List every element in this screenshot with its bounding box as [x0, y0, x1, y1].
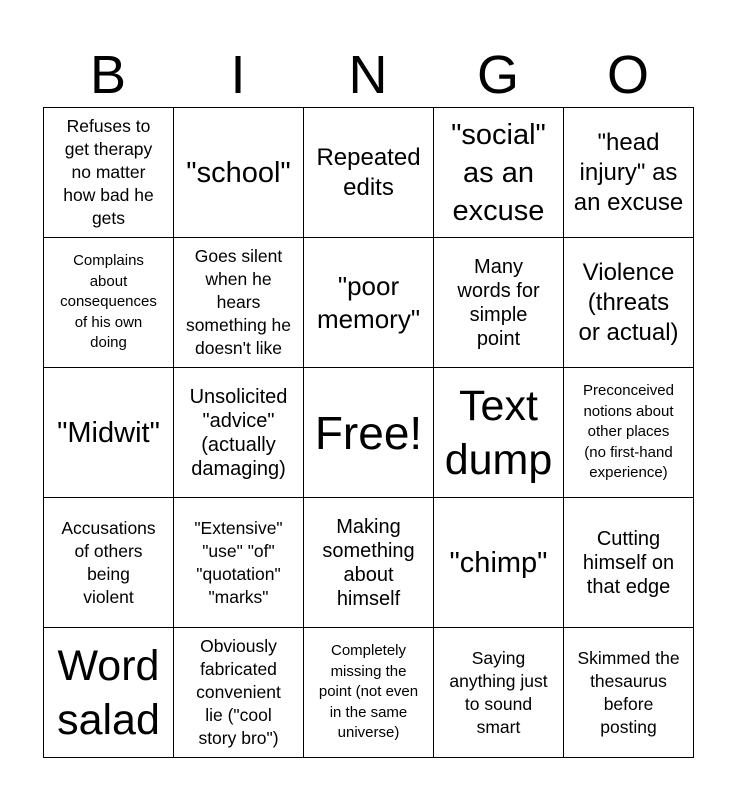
bingo-cell-text: Accusations of others being violent	[61, 517, 156, 607]
bingo-cell-text: Text dump	[444, 381, 553, 484]
bingo-cell[interactable]	[434, 108, 564, 238]
bingo-cell[interactable]	[44, 238, 174, 368]
bingo-cell-text: Cutting himself on that edge	[582, 527, 675, 598]
bingo-cell-text: Goes silent when he hears something he doesn't like	[185, 246, 292, 358]
bingo-cell-text: Making something about himself	[322, 515, 415, 610]
bingo-cell[interactable]	[44, 628, 174, 758]
bingo-cell[interactable]	[174, 238, 304, 368]
bingo-cell-text: "Extensive" "use" "of" "quotation" "marks"	[194, 517, 283, 607]
bingo-cell-text: Preconceived notions about other places (no first-hand experience)	[583, 382, 674, 482]
free-space-text: Free!	[314, 406, 423, 459]
bingo-cell[interactable]	[174, 108, 304, 238]
bingo-cell[interactable]	[434, 238, 564, 368]
bingo-cell-text: Completely missing the point (not even in the same universe)	[318, 642, 419, 742]
bingo-cell-text: "head injury" as an excuse	[573, 128, 684, 216]
bingo-cell-text: Many words for simple point	[457, 255, 540, 350]
bingo-cell-text: Unsolicited "advice" (actually damaging)	[189, 385, 288, 480]
bingo-cell-text: "school"	[186, 156, 291, 189]
bingo-cell-text: Complains about consequences of his own doing	[60, 252, 157, 352]
bingo-cell[interactable]	[304, 108, 434, 238]
bingo-cell[interactable]	[564, 498, 694, 628]
bingo-cell[interactable]	[174, 368, 304, 498]
bingo-cell[interactable]	[44, 108, 174, 238]
bingo-cell-text: Obviously fabricated convenient lie ("cool story bro")	[196, 636, 281, 748]
bingo-cell[interactable]	[304, 628, 434, 758]
bingo-cell-text: "poor memory"	[316, 270, 421, 334]
bingo-cell[interactable]	[44, 368, 174, 498]
bingo-cell[interactable]	[304, 238, 434, 368]
bingo-cell-text: Word salad	[57, 641, 160, 744]
bingo-cell[interactable]	[564, 368, 694, 498]
bingo-cell-text: Violence (threats or actual)	[578, 258, 679, 346]
header-letter-o: O	[606, 45, 649, 105]
header-letter-b: B	[89, 45, 127, 105]
bingo-free-cell[interactable]	[304, 368, 434, 498]
bingo-header	[43, 44, 693, 106]
bingo-cell-text: Refuses to get therapy no matter how bad he gets	[63, 116, 154, 228]
bingo-cell-text: Skimmed the thesaurus before posting	[577, 647, 680, 737]
bingo-cell[interactable]	[564, 238, 694, 368]
bingo-cell[interactable]	[434, 498, 564, 628]
header-letter-g: G	[476, 45, 519, 105]
bingo-cell[interactable]	[434, 368, 564, 498]
bingo-cell[interactable]	[174, 498, 304, 628]
bingo-cell[interactable]	[174, 628, 304, 758]
header-letter-i: I	[230, 45, 246, 105]
bingo-card-grid	[43, 107, 694, 758]
bingo-cell-text: Repeated edits	[316, 143, 421, 201]
bingo-cell-text: "Midwit"	[57, 416, 160, 449]
bingo-cell[interactable]	[434, 628, 564, 758]
bingo-cell-text: "social" as an excuse	[451, 118, 546, 227]
bingo-cell-text: "chimp"	[449, 546, 548, 579]
bingo-cell-text: Saying anything just to sound smart	[449, 647, 548, 737]
bingo-cell[interactable]	[564, 628, 694, 758]
bingo-cell[interactable]	[304, 498, 434, 628]
bingo-cell[interactable]	[44, 498, 174, 628]
header-letter-n: N	[348, 45, 388, 105]
bingo-cell[interactable]	[564, 108, 694, 238]
